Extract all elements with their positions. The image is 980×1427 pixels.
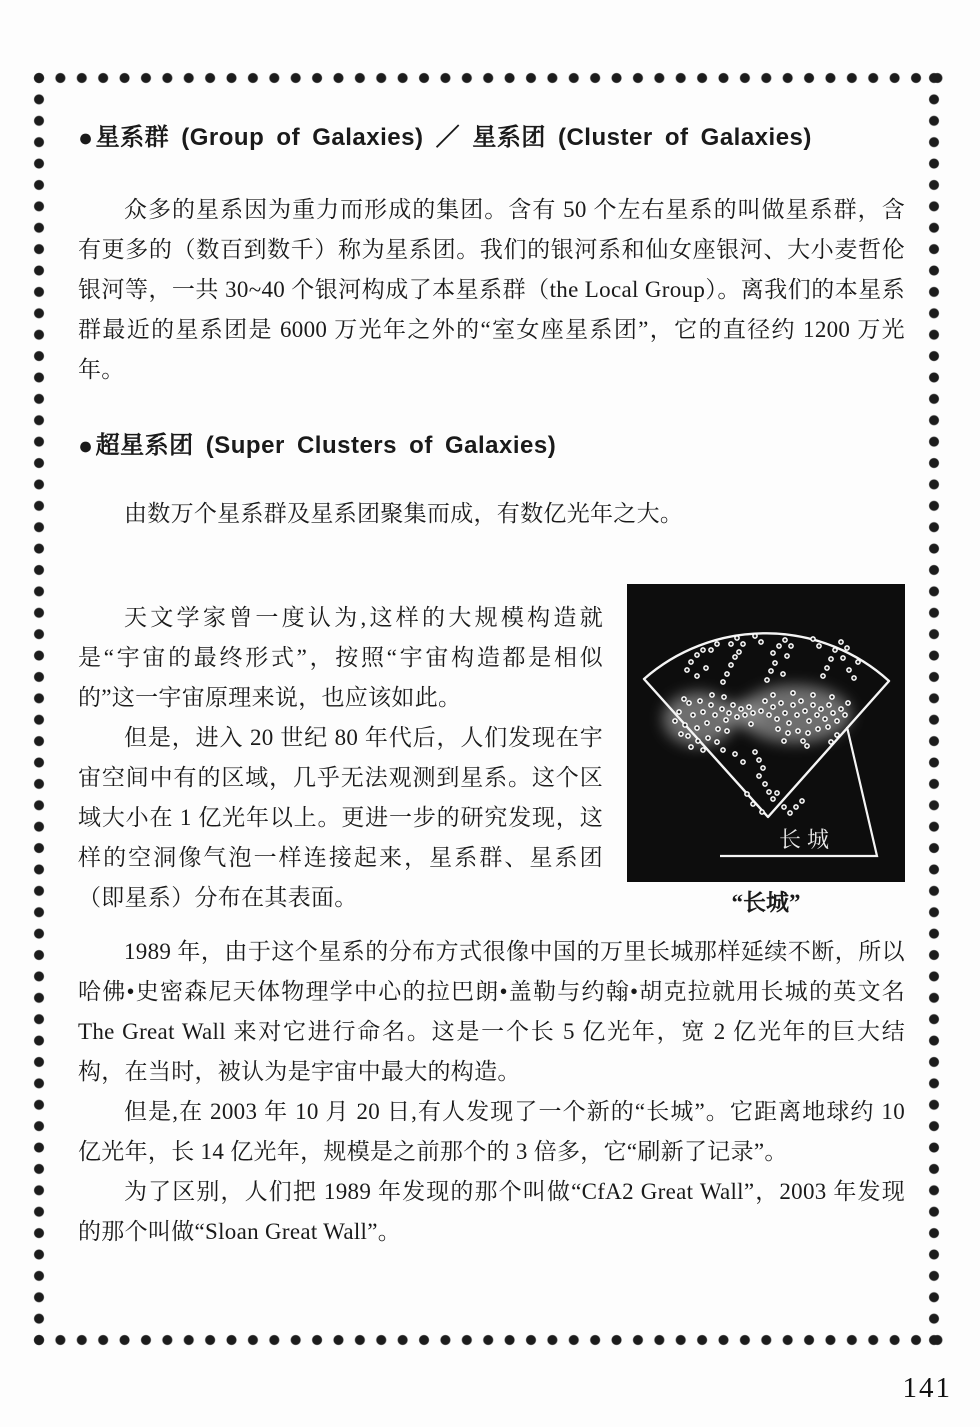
section-heading-superclusters [78, 428, 905, 464]
paragraph-great-wall-1989: 1989 年，由于这个星系的分布方式很像中国的万里长城那样延续不断，所以哈佛•史密森尼天体物理学中心的拉巴朗•盖勒与约翰•胡克拉就用长城的英文名 The Great Wall 来对它进行命名。这是一个长 5 亿光年，宽 2 亿光年的巨大结构，在当时，被认为是宇宙中最大的构造。 [78, 939, 905, 1084]
section-heading-text: 星系群 (Group of Galaxies) ／ 星系团 (Cluster of Galaxies) [95, 124, 812, 151]
section-heading-text: 超星系团 (Super Clusters of Galaxies) [95, 432, 557, 459]
figure-caption: “长城” [731, 890, 801, 915]
figure-label: 长城 [779, 827, 836, 852]
galaxy-fan-svg [627, 584, 905, 882]
paragraph-supercluster-intro: 由数万个星系群及星系团聚集而成，有数亿光年之大。 [124, 501, 684, 526]
galaxy-fan-diagram [627, 584, 905, 882]
paragraph-galaxy-groups: 众多的星系因为重力而形成的集团。含有 50 个左右星系的叫做星系群，含有更多的（数百到数千）称为星系团。我们的银河系和仙女座银河、大小麦哲伦银河等，一共 30~40 个银河构成了本星系群（the Local Group）。离我们的本星系群最近的星系团是 6000 万光年之外的“室女座星系团”，它的直径约 1200 万光年。 [78, 197, 905, 382]
paragraph-astronomers-view: 天文学家曾一度认为,这样的大规模构造就是“宇宙的最终形式”，按照“宇宙构造都是相似的”这一宇宙原理来说，也应该如此。 [78, 605, 603, 710]
section-heading-galaxy-groups [78, 120, 905, 156]
dotted-border-right [928, 72, 940, 1348]
paragraph-voids-discovery: 但是，进入 20 世纪 80 年代后，人们发现在宇宙空间中有的区域，几乎无法观测到星系。这个区域大小在 1 亿光年以上。更进一步的研究发现，这样的空洞像气泡一样连接起来，星系群、星系团（即星系）分布在其表面。 [78, 725, 603, 910]
dotted-border-bottom [33, 1334, 945, 1346]
great-wall-figure [627, 584, 905, 918]
paragraph-new-wall-2003: 但是,在 2003 年 10 月 20 日,有人发现了一个新的“长城”。它距离地球约 10 亿光年，长 14 亿光年，规模是之前那个的 3 倍多，它“刷新了记录”。 [78, 1099, 905, 1164]
page-number: 141 [902, 1372, 952, 1404]
dotted-border-left [33, 72, 45, 1348]
bullet-icon: ● [78, 124, 94, 152]
bullet-icon: ● [78, 432, 94, 460]
paragraph-wall-names: 为了区别，人们把 1989 年发现的那个叫做“CfA2 Great Wall”，2003 年发现的那个叫做“Sloan Great Wall”。 [78, 1179, 905, 1244]
page-content [78, 0, 905, 1252]
